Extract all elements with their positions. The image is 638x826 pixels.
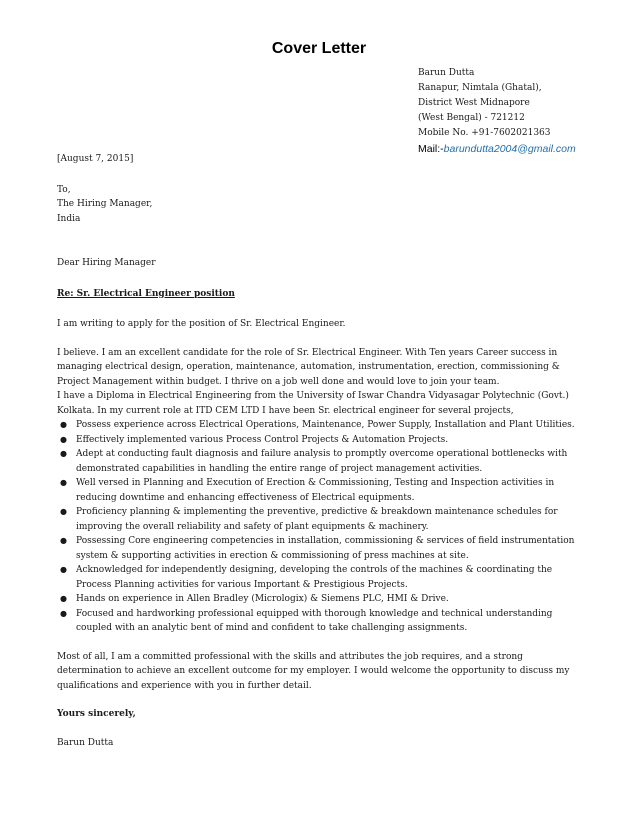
signoff: Yours sincerely, xyxy=(57,709,136,719)
bullet-icon: ● xyxy=(60,594,67,603)
page-title: Cover Letter xyxy=(271,40,367,57)
paragraph-experience: I believe. I am an excellent candidate for the role of Sr. Electrical Engineer. With Ten years Career success in managing electrical design, operation, maintenance, automation, instrumentation, erection, commissioning & Project Management within budget. I thrive on a job well done and would love to join your team. xyxy=(57,347,560,387)
bullet-icon: ● xyxy=(60,507,67,516)
sender-address-line: (West Bengal) - 721212 xyxy=(418,113,525,123)
list-item: ● Proficiency planning & implementing the preventive, predictive & breakdown maintenance schedules for improving the overall reliability and safety of plant equipments & machinery. xyxy=(60,507,558,532)
bullet-icon: ● xyxy=(60,420,67,429)
paragraph-education: I have a Diploma in Electrical Engineering from the University of Iswar Chandra Vidyasagar Polytechnic (Govt.) Kolkata. In my current role at ITD CEM LTD I have been Sr. electrical engineer for several projects, xyxy=(57,391,569,416)
bullet-icon: ● xyxy=(60,536,67,545)
skills-list xyxy=(57,418,587,636)
bullet-icon: ● xyxy=(60,449,67,458)
closing-paragraph: Most of all, I am a committed professional with the skills and attributes the job requires, and a strong determination to achieve an excellent outcome for my employer. I would welcome the opportunity to discuss my qualifications and experience with you in further detail. xyxy=(57,651,570,691)
list-item: ● Possess experience across Electrical Operations, Maintenance, Power Supply, Installation and Plant Utilities. xyxy=(57,418,587,433)
sender-address-line: District West Midnapore xyxy=(418,98,530,108)
bullet-icon: ● xyxy=(60,434,67,444)
sender-address-block xyxy=(418,66,576,157)
bullet-icon: ● xyxy=(60,565,67,574)
list-item: ● Effectively implemented various Process Control Projects & Automation Projects. xyxy=(57,433,587,448)
list-item: ● Acknowledged for independently designing, developing the controls of the machines & coordinating the Process Planning activities for various Important & Prestigious Projects. xyxy=(60,565,553,590)
list-item: ● Well versed in Planning and Execution of Erection & Commissioning, Testing and Inspection activities in reducing downtime and enhancing effectiveness of Electrical equipments. xyxy=(60,478,555,503)
mail-label: Mail:- xyxy=(418,143,444,155)
intro-paragraph: I am writing to apply for the position of Sr. Electrical Engineer. xyxy=(57,319,346,329)
list-item: ● Possessing Core engineering competencies in installation, commissioning & services of field instrumentation system & supporting activities in erection & commissioning of press machines at site. xyxy=(60,536,575,561)
sender-address-line: Ranapur, Nimtala (Ghatal), xyxy=(418,83,542,93)
letter-body xyxy=(57,152,587,750)
email-link[interactable]: barundutta2004@gmail.com xyxy=(443,143,576,155)
list-item: ● Focused and hardworking professional equipped with thorough knowledge and technical understanding coupled with an analytic bent of mind and confident to take challenging assignments. xyxy=(60,608,553,633)
bullet-icon: ● xyxy=(60,478,67,487)
list-item: ● Hands on experience in Allen Bradley (Micrologix) & Siemens PLC, HMI & Drive. xyxy=(57,592,587,607)
letter-date: [August 7, 2015] xyxy=(57,154,134,164)
recipient-country: India xyxy=(57,213,81,224)
sender-mobile: Mobile No. +91-7602021363 xyxy=(418,128,551,138)
recipient-title: The Hiring Manager, xyxy=(57,199,153,209)
signature-name: Barun Dutta xyxy=(57,737,114,748)
list-item: ● Adept at conducting fault diagnosis and failure analysis to promptly overcome operational bottlenecks with demonstrated capabilities in handling the entire range of project management activities. xyxy=(60,449,568,474)
sender-name: Barun Dutta xyxy=(418,68,475,78)
recipient-to: To, xyxy=(57,184,71,195)
bullet-icon: ● xyxy=(60,608,67,618)
salutation: Dear Hiring Manager xyxy=(57,258,156,268)
subject-line: Re: Sr. Electrical Engineer position xyxy=(57,288,235,299)
